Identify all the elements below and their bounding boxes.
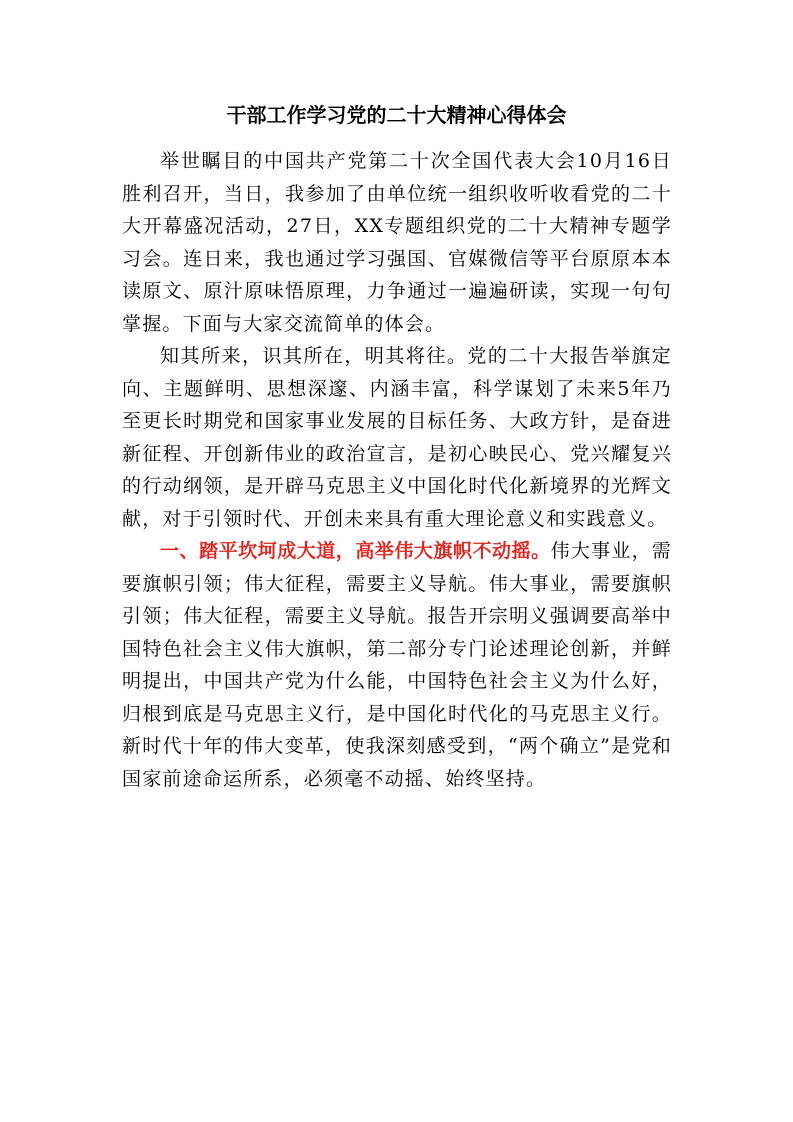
- paragraph-3: [122, 535, 672, 795]
- paragraph-1: [122, 145, 672, 340]
- paragraph-2-text: 知其所来，识其所在，明其将往。党的二十大报告举旗定向、主题鲜明、思想深邃、内涵丰富，科学谋划了未来5年乃至更长时期党和国家事业发展的目标任务、大政方针，是奋进新征程、开创新伟业的政治宣言，是初心映民心、党兴耀复兴的行动纲领，是开辟马克思主义中国化时代化新境界的光辉文献，对于引领时代、开创未来具有重大理论意义和实践意义。: [122, 345, 672, 530]
- document-title: 干部工作学习党的二十大精神心得体会: [226, 103, 567, 127]
- paragraph-1-text: 举世瞩目的中国共产党第二十次全国代表大会10月16日胜利召开，当日，我参加了由单位统一组织收听收看党的二十大开幕盛况活动，27日，XX专题组织党的二十大精神专题学习会。连日来，我也通过学习强国、官媒微信等平台原原本本读原文、原汁原味悟原理，力争通过一遍遍研读，实现一句句掌握。下面与大家交流简单的体会。: [122, 150, 672, 335]
- paragraph-2: [122, 340, 672, 535]
- section-heading: 一、踏平坎坷成大道，高举伟大旗帜不动摇。: [160, 540, 551, 562]
- paragraph-3-text: 伟大事业，需要旗帜引领；伟大征程，需要主义导航。伟大事业，需要旗帜引领；伟大征程，需要主义导航。报告开宗明义强调要高举中国特色社会主义伟大旗帜，第二部分专门论述理论创新，并鲜明提出，中国共产党为什么能，中国特色社会主义为什么好，归根到底是马克思主义行，是中国化时代化的马克思主义行。新时代十年的伟大变革，使我深刻感受到，“两个确立”是党和国家前途命运所系，必须毫不动摇、始终坚持。: [122, 540, 672, 790]
- document-body: [122, 145, 672, 795]
